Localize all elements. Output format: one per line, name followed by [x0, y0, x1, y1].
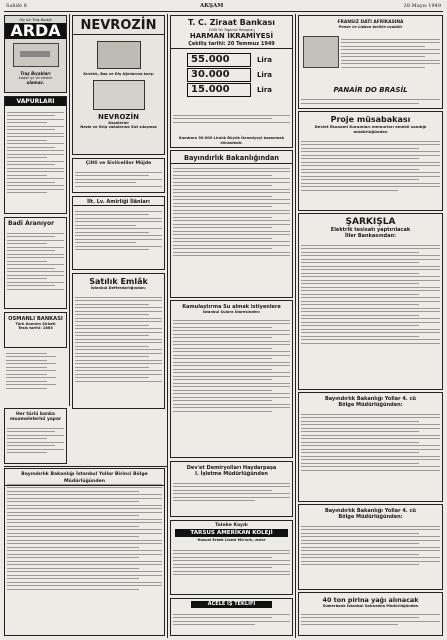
devlet-demiryollari-ad — [170, 461, 293, 517]
ziraat-draw: HARMAN İKRAMİYESİ — [189, 32, 274, 40]
proje-musabakasi-ad — [298, 111, 443, 211]
nevrozin-line-3: Nezle ve Grip vakalarına Sizi sıkışmaz — [80, 125, 157, 129]
sarkisla-sub: Elektrik tesisatı yaptırılacak — [330, 227, 411, 233]
ilan-amirligi-ad — [72, 196, 165, 270]
nevrozin-box-label: NEVROZİN — [98, 113, 139, 121]
sarkisla-title: ŞARKIŞLA — [345, 217, 396, 227]
acele-is-ad — [170, 598, 293, 636]
arda-tag-3: olamaz. — [26, 80, 45, 85]
nevrozin-line-1: Kırıklık, Baş ve Diş Ağrılarına karşı — [83, 72, 154, 76]
arda-razor-ad — [4, 15, 67, 93]
tarsus-top: Talebe Kaydı — [215, 523, 248, 528]
osmanli-bank-ad — [4, 312, 67, 348]
panair-brand: PANAİR DO BRASİL — [333, 86, 408, 94]
devlet-sub: I. İşletme Müdürlüğünden — [195, 471, 268, 477]
bayindirlik-title: Bayındırlık Bakanlığından — [171, 154, 292, 164]
prize-2: 30.000 Lira — [187, 68, 251, 82]
hertur-title: Her türlü banka muamelelerini yapar — [9, 412, 62, 422]
yollar-birinci-bolge-ad — [4, 468, 165, 636]
ciltli-title: Çiltli ve Sivilceliler Müjde — [85, 161, 152, 166]
prize-3: 15.000 Lira — [187, 83, 251, 97]
ziraat-bank-ad — [170, 15, 293, 148]
osmanli-title: OSMANLI BANKASI — [8, 316, 63, 322]
pirina-sub: Sümerbank İstanbul Satınalma Müdürlüğünden — [322, 604, 419, 608]
ciltli-ad — [72, 158, 165, 193]
proje-sub: Devlet Ekonomi Kurumları memurları emekli sandığı müdürlüğünden — [314, 124, 427, 134]
sarkisla-sub2: İller Bankasından: — [344, 233, 397, 239]
proje-title: Proje müsabakası — [330, 115, 411, 124]
paper-name: AKŞAM — [200, 3, 224, 9]
arda-brand: ARDA — [5, 23, 66, 39]
bayindirlik-ad — [170, 150, 293, 298]
ziraat-sub: 1949 Yılı Tasarruf Hesapları — [208, 28, 255, 32]
nevrozin-line-2: Kaşelerini — [108, 121, 129, 125]
badi-aranyor-ad — [4, 217, 67, 309]
nevrozin-brand: NEVROZİN — [73, 18, 164, 35]
page-number: Sahife 8 — [6, 3, 27, 9]
yollar4-sub: Bölge Müdürlüğünden: — [338, 402, 403, 408]
yollar4-title: Bayındırlık Bakanlığı Yollar 4. cü — [325, 396, 416, 402]
panair-title: FRANSIZ DATI AFRİKASINA — [337, 20, 404, 25]
yollar4b-title: Bayındırlık Bakanlığı Yollar 4. cü — [325, 508, 416, 514]
pirina-title: 40 ton pirina yağı alınacak — [322, 596, 419, 604]
sarkisla-ad — [298, 213, 443, 390]
arda-slogan: Hiç bir Traş Bıçağı — [19, 18, 52, 22]
devlet-title: Dev'et Demiryolları Haydarpaşa — [186, 465, 277, 471]
yollar4b-sub: Bölge Müdürlüğünden: — [338, 514, 403, 520]
panair-ad — [298, 15, 443, 109]
acele-title: ACELE İŞ TEKLİFİ — [191, 601, 272, 608]
yollar-4-ad — [298, 392, 443, 502]
osmanli-branches — [4, 350, 67, 406]
airplane-illustration — [303, 36, 339, 68]
pirina-ad — [298, 592, 443, 636]
nevrozin-ad — [72, 15, 165, 155]
tarsus-sub: Hususi Erkek Lisesi Mü'sırlı, anlar — [197, 538, 266, 542]
arda-tag-2: kadar iyi ve keskin — [18, 76, 53, 80]
osmanli-year: Tesis tarihi: 1863 — [18, 326, 53, 330]
nevrozin-packet-image — [93, 80, 145, 110]
her-turlu-banka-ad — [4, 408, 67, 464]
nevrozin-box-image — [97, 41, 141, 69]
kamulastirma-ad — [170, 300, 293, 458]
ziraat-date: Çekiliş tarihi: 20 Temmuz 1949 — [171, 41, 292, 49]
tarsus-koleji-ad — [170, 520, 293, 595]
kamulastirma-title: Kamulaştırma Su almak istiyenlere — [182, 304, 281, 310]
kamulastirma-sub: İstanbul Sulara İdaresinden: — [202, 310, 261, 314]
panair-sub: Pense ve Lizbon tarihle uçabilir — [338, 25, 403, 29]
prize-1: 55.000 Lira — [187, 53, 251, 67]
badi-title: Badi Aranıyor — [8, 220, 55, 227]
issue-date: 28 Mayıs 1949 — [403, 3, 441, 9]
razor-blade-image — [13, 43, 59, 67]
satilik-sub: İstanbul Defterdarlığından: — [90, 286, 147, 290]
vapurlar-ad — [4, 96, 67, 214]
vapurlar-title: VAPURLARI — [5, 97, 66, 106]
ilan-title: İlt. Lv. Amirliği İlânları — [73, 199, 164, 206]
satilik-title: Satılık Emlâk — [89, 277, 148, 286]
arda-tag-1: Traş Bıçakları — [20, 71, 51, 76]
yollar1-title: Bayındırlık Bakanlığı İstanbul Yollar Birinci Bölge Müdürlüğünden — [5, 471, 164, 486]
satilik-emlak-ad — [72, 273, 165, 409]
ziraat-bank-name: T. C. Ziraat Bankası — [187, 18, 276, 27]
tarsus-title: TARSUS AMERİKAN KOLEJİ — [175, 529, 288, 537]
yollar-4b-ad — [298, 504, 443, 590]
ziraat-footer: Kumbara 30.000 Liralık Büyük İkramiyeyi kazanmak elinizdedir. — [178, 136, 285, 145]
osmanli-sub: Türk Anonim Şirketi — [15, 322, 56, 326]
